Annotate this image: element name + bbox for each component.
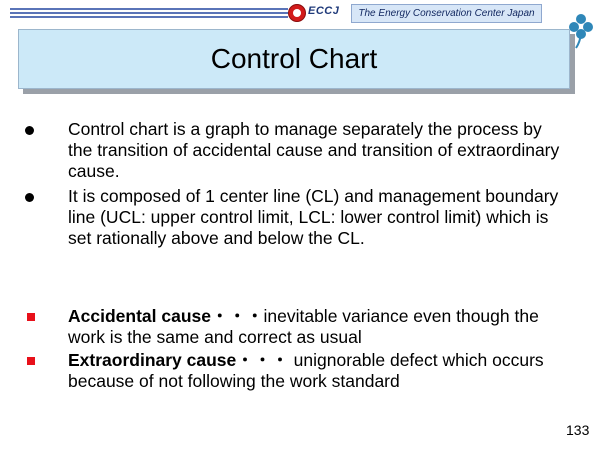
definition-item <box>68 306 568 348</box>
page-title: Control Chart <box>210 43 378 74</box>
bullet-dot <box>25 193 34 202</box>
definition-text: unignorable defect which occurs because of not following the work standard <box>68 350 544 391</box>
bullet-text: It is composed of 1 center line (CL) and management boundary line (UCL: upper control limit, LCL: lower control limit) which is set rationally above and below the CL. <box>68 186 559 248</box>
square-bullet <box>27 357 35 365</box>
square-bullet <box>27 313 35 321</box>
definition-term: Extraordinary cause・・・ <box>68 350 294 370</box>
title-banner <box>18 29 570 89</box>
clover-icon <box>568 10 594 50</box>
page-number: 133 <box>566 422 590 438</box>
bullet-dot <box>25 126 34 135</box>
bullet-text: Control chart is a graph to manage separately the process by the transition of accidental cause and transition of extraordinary cause. <box>68 119 560 181</box>
organization-name: The Energy Conservation Center Japan <box>351 4 542 23</box>
logo-text: ECCJ <box>308 5 340 17</box>
definition-text: inevitable variance even though the work is the same and correct as usual <box>68 306 539 347</box>
definition-item <box>68 350 568 392</box>
eccj-logo-icon <box>288 4 306 22</box>
definition-term: Accidental cause・・・ <box>68 306 264 326</box>
header-rule <box>10 8 288 18</box>
